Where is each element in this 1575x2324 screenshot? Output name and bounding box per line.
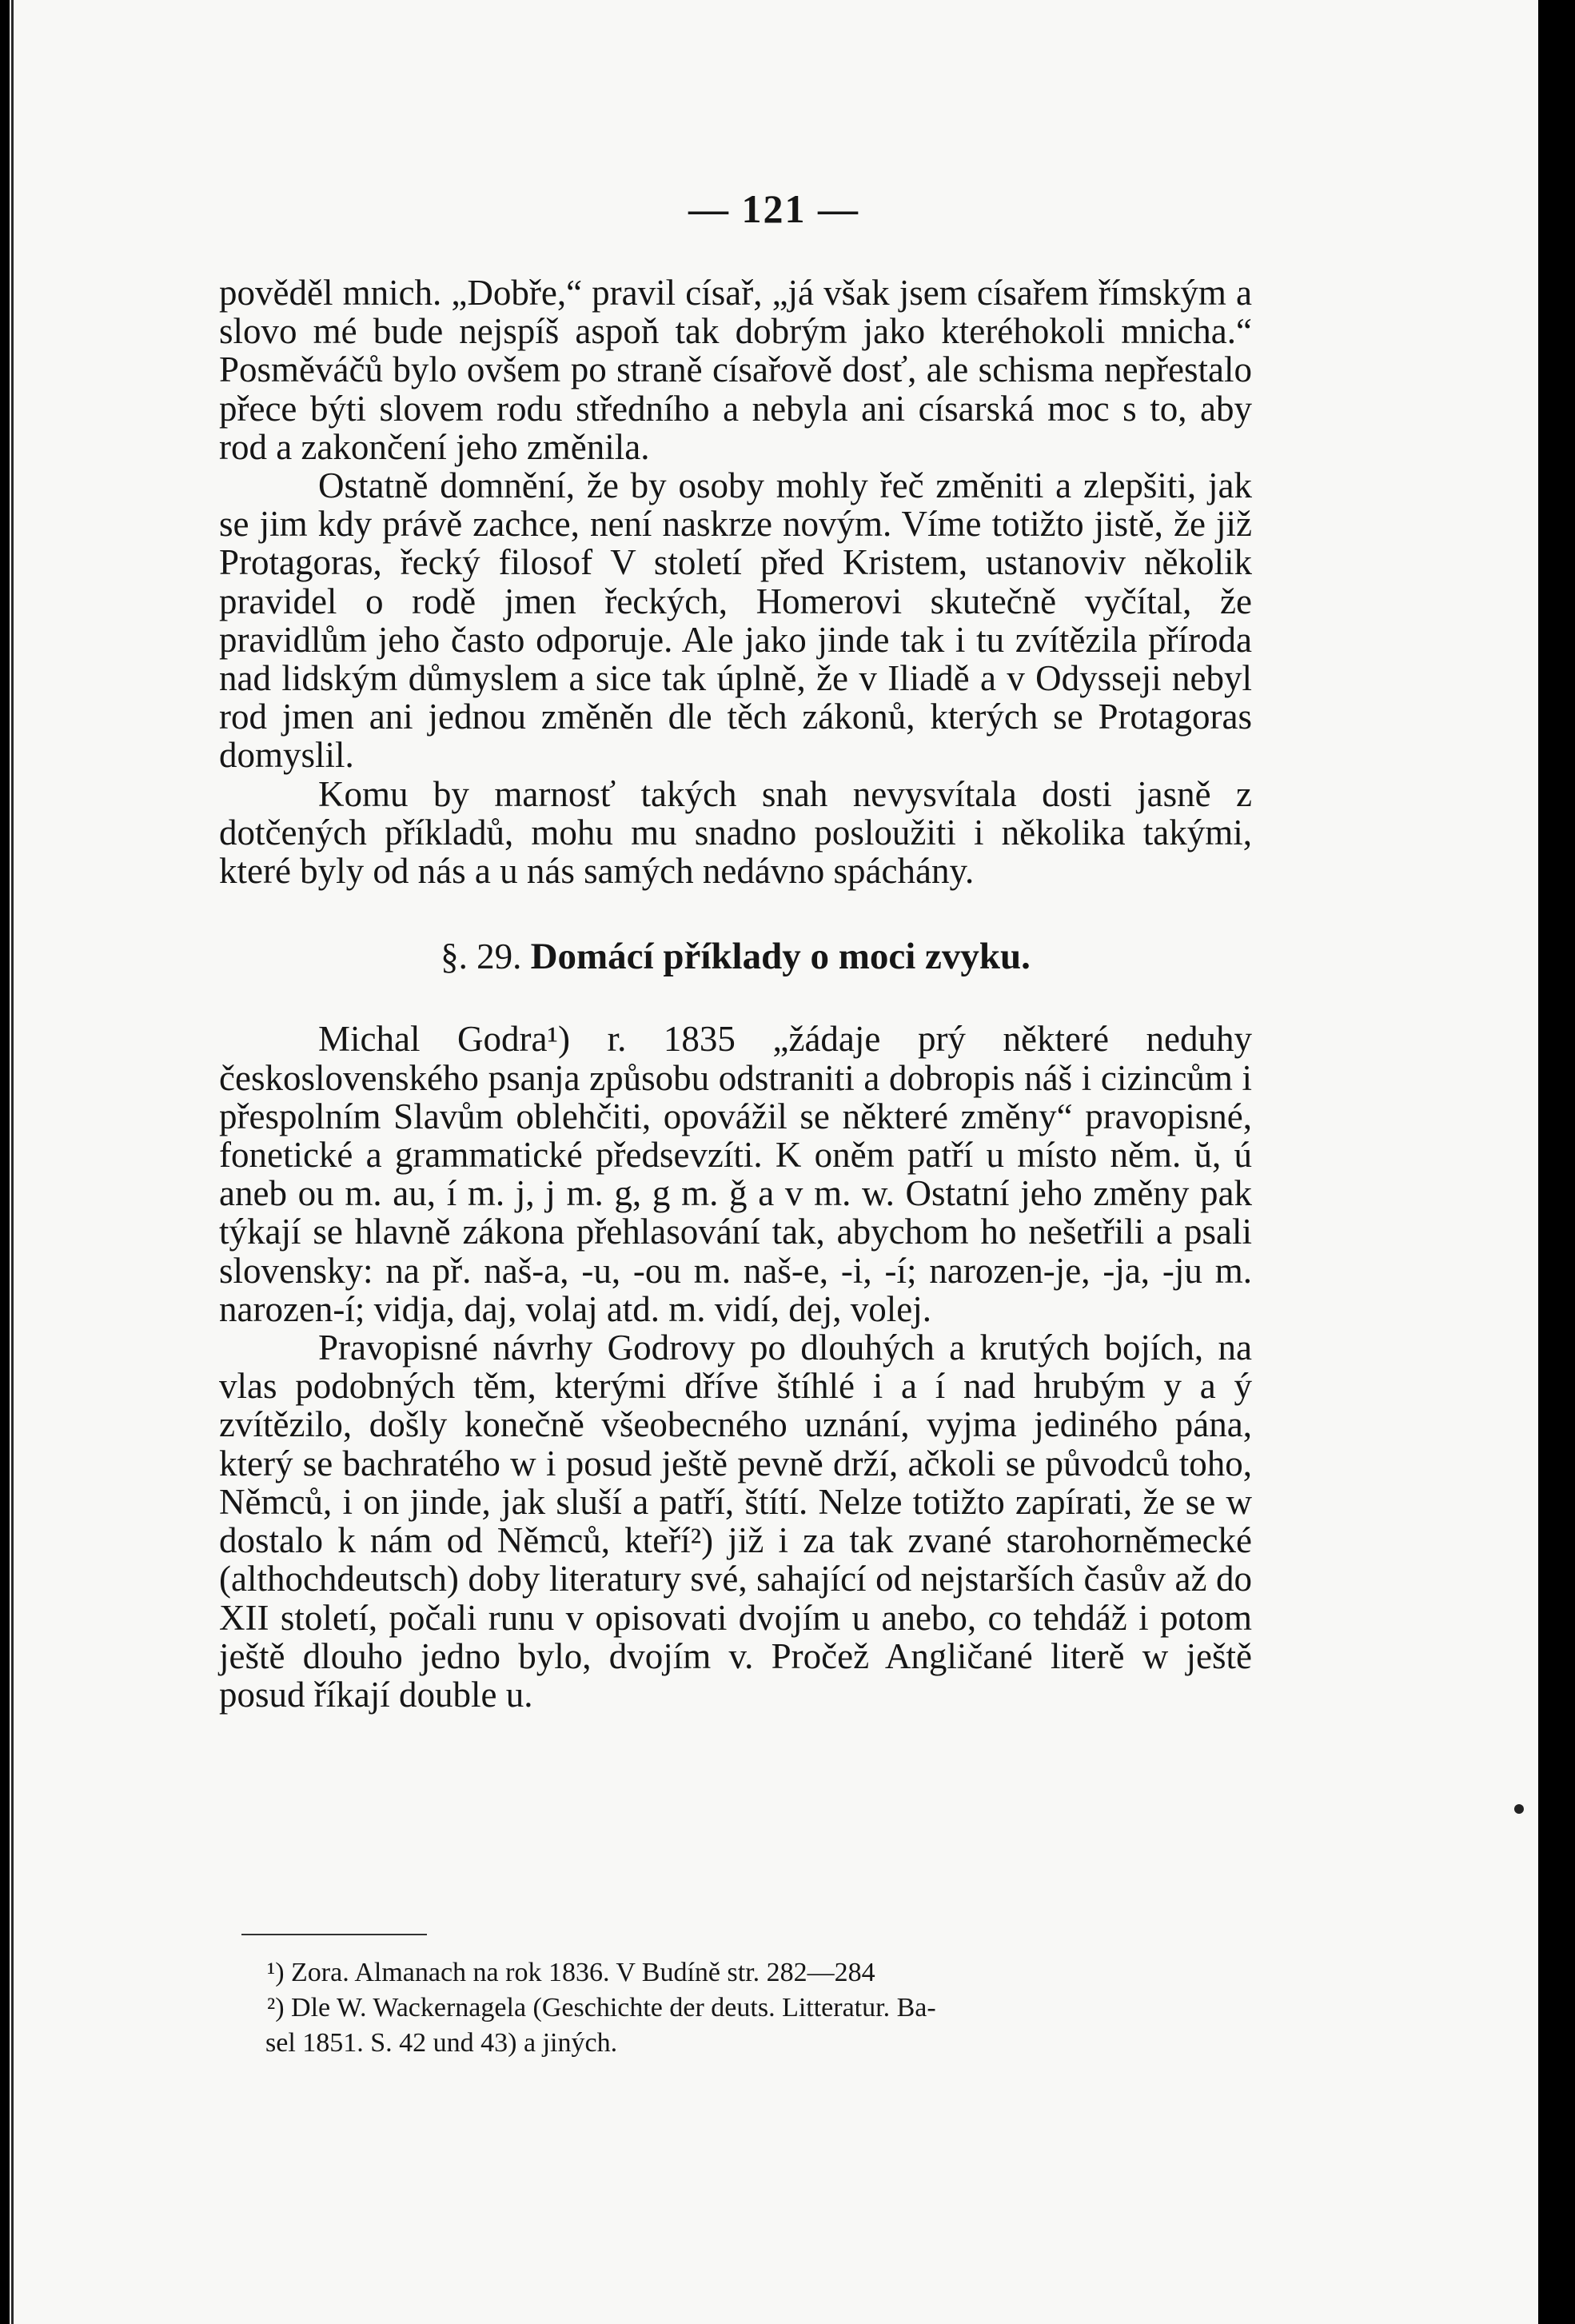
paragraph-5: Pravopisné návrhy Godrovy po dlouhých a krutých bojích, na vlas podobných těm, kterými dříve štíhlé i a í nad hrubým y a ý zvítězilo, došly konečně všeobecného uznání, vyjma jediného pána, který se bachratého w i posud ještě pevně drží, ačkoli se původců toho, Němců, i on jinde, jak sluší a patří, štítí. Nelze totižto zapírati, že se w dostalo k nám od Němců, kteří²) již i za tak zvané starohorněmecké (althochdeutsch) doby literatury své, sahající od nejstarších časův až do XII století, počali runu v opisovati dvojím u anebo, co tehdáž i potom ještě dlouho jedno bylo, dvojím v. Pročež Angličané literě w ještě posud říkají double u. bbox=[219, 1328, 1252, 1715]
footnote-2-continued: sel 1851. S. 42 und 43) a jiných. bbox=[265, 2028, 618, 2058]
section-heading bbox=[219, 937, 1252, 976]
book-page bbox=[10, 0, 1538, 2324]
footnote-divider bbox=[241, 1934, 427, 1935]
paragraph-3: Komu by marnosť takých snah nevysvítala dosti jasně z dotčených příkladů, mohu mu snadno posloužiti i několika takými, které byly od nás a u nás samých nedávno spáchány. bbox=[219, 773, 1252, 892]
section-title: Domácí příklady o moci zvyku. bbox=[530, 936, 1031, 978]
page-edge-rule bbox=[11, 0, 14, 2324]
paragraph-1: pověděl mnich. „Dobře,“ pravil císař, „já však jsem císařem římským a slovo mé bude nejspíš aspoň tak dobrým jako kteréhokoli mnicha.“ Posměváčů bylo ovšem po straně císařově dosť, ale schisma nepřestalo přece býti slovem rodu středního a nebyla ani císarská moc s to, aby rod a zakončení jeho změnila. bbox=[219, 273, 1252, 467]
page-number: — 121 — bbox=[688, 186, 859, 231]
text-column bbox=[219, 274, 1252, 1714]
footnote-1: ¹) Zora. Almanach na rok 1836. V Budíně str. 282—284 bbox=[267, 1958, 875, 1987]
paragraph-4: Michal Godra¹) r. 1835 „žádaje prý některé neduhy československého psanja způsobu odstraniti a dobropis náš i cizincům i přespolním Slavům oblehčiti, opovážil se některé změny“ pravopisné, fonetické a grammatické předsevzíti. K oněm patří u místo něm. ŭ, ú aneb ou m. au, í m. j, j m. g, g m. ǧ a v m. w. Ostatní jeho změny pak týkají se hlavně zákona přehlasování tak, abychom ho nešetřili a psali slovensky: na př. naš-a, -u, -ou m. naš-e, -i, -í; narozen-je, -ja, -ju m. narozen-í; vidja, daj, volaj atd. m. vidí, dej, volej. bbox=[219, 1019, 1252, 1329]
footnote-2: ²) Dle W. Wackernagela (Geschichte der deuts. Litteratur. Ba- bbox=[267, 1993, 936, 2023]
footnotes bbox=[267, 1955, 1252, 2061]
ink-speck bbox=[1514, 1804, 1524, 1814]
section-number: §. 29. bbox=[441, 936, 522, 977]
paragraph-2: Ostatně domnění, že by osoby mohly řeč změniti a zlepšiti, jak se jim kdy právě zachce, není naskrze novým. Víme totižto jistě, že již Protagoras, řecký filosof V století před Kristem, ustanoviv několik pravidel o rodě jmen řeckých, Homerovi skutečně vyčítal, že pravidlům jeho často odporuje. Ale jako jinde tak i tu zvítězila příroda nad lidským důmyslem a sice tak úplně, že v Iliadě a v Odysseji nebyl rod jmen ani jednou změněn dle těch zákonů, kterých se Protagoras domyslil. bbox=[219, 465, 1252, 776]
